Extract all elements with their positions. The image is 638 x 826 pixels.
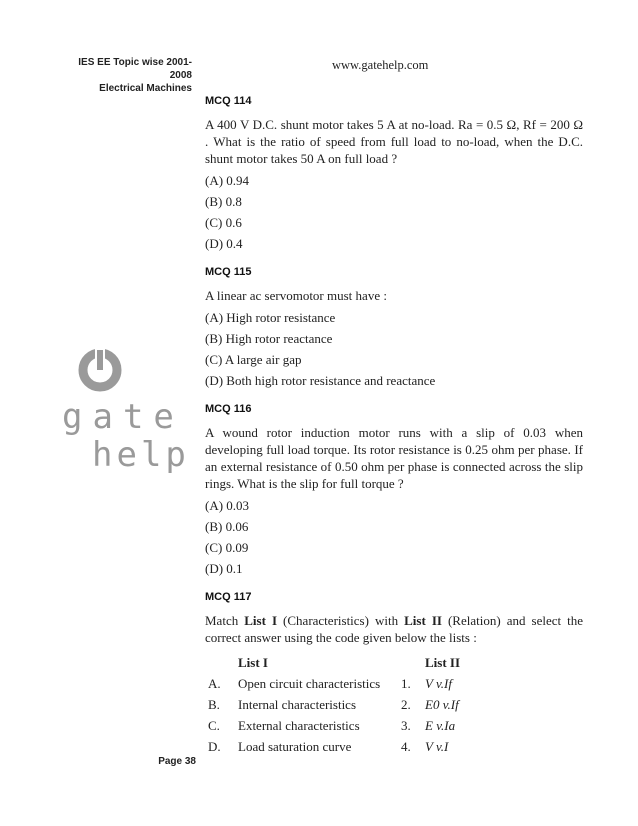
mcq-question bbox=[205, 612, 583, 646]
question-mid1: (Characteristics) with bbox=[277, 613, 405, 628]
question-prefix: Match bbox=[205, 613, 245, 628]
question-mid2: (Relation) and select the correct answer using the code given below the lists : bbox=[205, 613, 584, 645]
option-d: (D) Both high rotor resistance and reactance bbox=[205, 373, 436, 388]
row-number: 4. bbox=[401, 739, 411, 754]
row-item: Internal characteristics bbox=[238, 697, 357, 712]
row-relation: E0 v.If bbox=[425, 697, 459, 712]
option-c: (C) 0.09 bbox=[205, 540, 249, 555]
list1-name: List I bbox=[244, 613, 278, 628]
table-header-row bbox=[205, 652, 460, 673]
logo-word-help: help bbox=[92, 435, 190, 475]
header-topic-line2: Electrical Machines bbox=[99, 83, 192, 94]
header-topic bbox=[57, 56, 192, 95]
list1-header: List I bbox=[238, 655, 268, 670]
table-row bbox=[205, 673, 460, 694]
row-item: Load saturation curve bbox=[238, 739, 352, 754]
match-lists-table bbox=[205, 652, 460, 757]
list2-name: List II bbox=[404, 613, 442, 628]
row-letter: B. bbox=[208, 697, 220, 712]
mcq-question: A 400 V D.C. shunt motor takes 5 A at no-load. Ra = 0.5 Ω, Rf = 200 Ω . What is the ratio of speed from full load to no-load, when the D.C. shunt motor takes 50 A on full load ? bbox=[205, 117, 583, 166]
option-c: (C) A large air gap bbox=[205, 352, 302, 367]
page-number: Page 38 bbox=[158, 756, 196, 767]
mcq-title: MCQ 115 bbox=[205, 266, 252, 278]
mcq-title: MCQ 117 bbox=[205, 591, 252, 603]
mcq-115 bbox=[205, 266, 583, 391]
row-relation: V v.I bbox=[425, 739, 449, 754]
row-number: 2. bbox=[401, 697, 411, 712]
table-row bbox=[205, 736, 460, 757]
mcq-title: MCQ 116 bbox=[205, 403, 252, 415]
option-b: (B) 0.06 bbox=[205, 519, 249, 534]
option-a: (A) 0.94 bbox=[205, 173, 250, 188]
power-icon bbox=[83, 348, 117, 387]
gatehelp-logo bbox=[62, 348, 190, 478]
row-relation: E v.Ia bbox=[425, 718, 456, 733]
option-a: (A) High rotor resistance bbox=[205, 310, 336, 325]
option-a: (A) 0.03 bbox=[205, 498, 250, 513]
option-b: (B) 0.8 bbox=[205, 194, 242, 209]
row-letter: C. bbox=[208, 718, 220, 733]
row-letter: D. bbox=[208, 739, 221, 754]
row-number: 3. bbox=[401, 718, 411, 733]
option-c: (C) 0.6 bbox=[205, 215, 242, 230]
question-column bbox=[205, 95, 583, 769]
row-relation: V v.If bbox=[425, 676, 452, 691]
row-item: Open circuit characteristics bbox=[238, 676, 381, 691]
table-row bbox=[205, 694, 460, 715]
option-b: (B) High rotor reactance bbox=[205, 331, 333, 346]
logo-word-gate: gate bbox=[62, 397, 184, 437]
mcq-116 bbox=[205, 403, 583, 579]
mcq-117 bbox=[205, 591, 583, 757]
row-letter: A. bbox=[208, 676, 221, 691]
list2-header: List II bbox=[425, 655, 461, 670]
option-d: (D) 0.4 bbox=[205, 236, 243, 251]
row-item: External characteristics bbox=[238, 718, 360, 733]
mcq-114 bbox=[205, 95, 583, 254]
mcq-question: A linear ac servomotor must have : bbox=[205, 288, 387, 303]
mcq-question: A wound rotor induction motor runs with a slip of 0.03 when developing full load torque. Its rotor resistance is 0.25 ohm per phase. If an external resistance of 0.50 ohm per phase is connected across the slip rings. What is the slip for full torque ? bbox=[205, 425, 583, 491]
option-d: (D) 0.1 bbox=[205, 561, 243, 576]
header-site-link[interactable]: www.gatehelp.com bbox=[332, 58, 429, 72]
mcq-title: MCQ 114 bbox=[205, 95, 252, 107]
row-number: 1. bbox=[401, 676, 411, 691]
table-row bbox=[205, 715, 460, 736]
header-topic-line1: IES EE Topic wise 2001-2008 bbox=[78, 57, 192, 81]
